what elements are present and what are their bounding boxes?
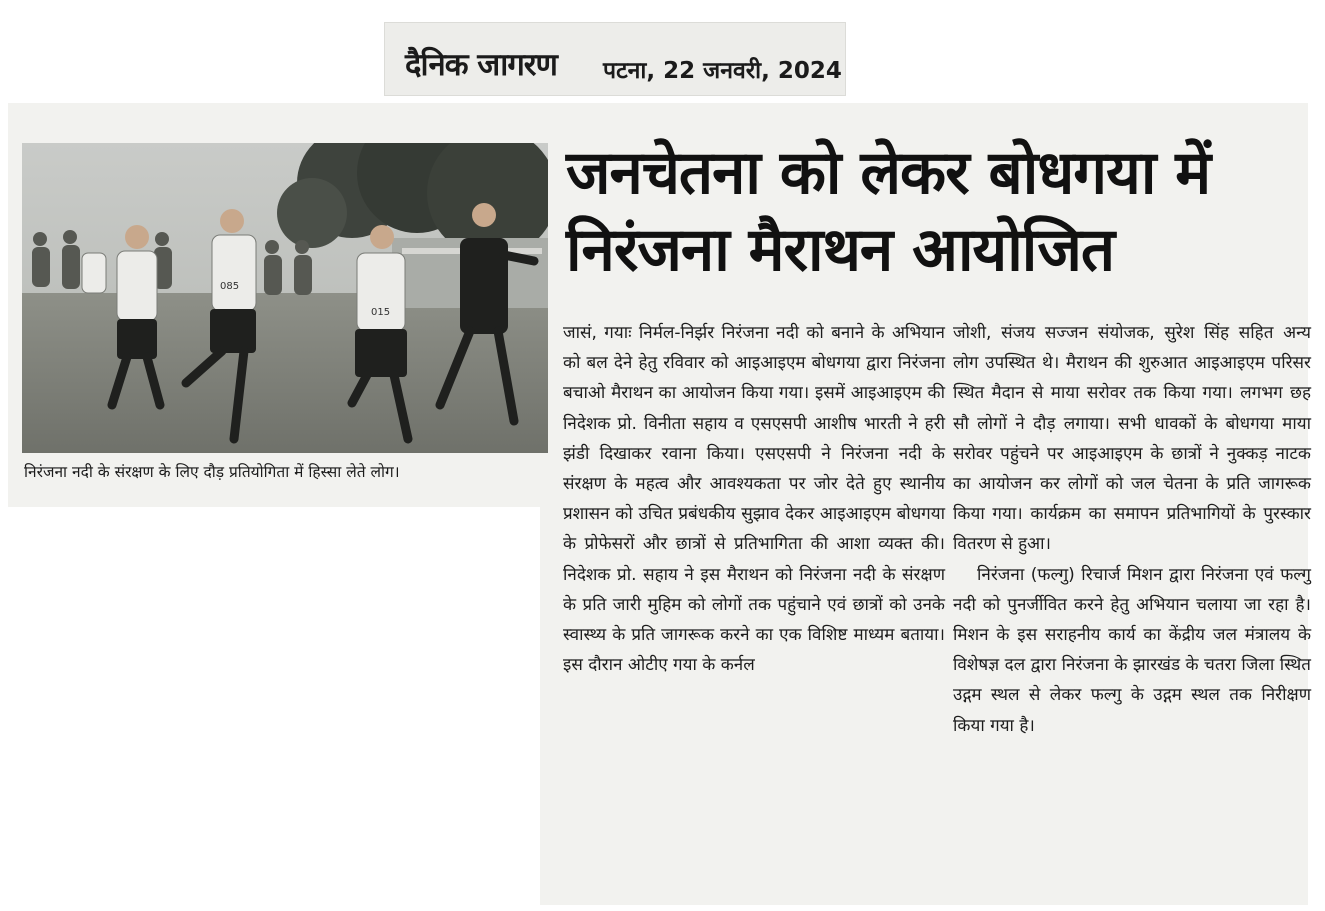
body-paragraph: निरंजना (फल्गु) रिचार्ज मिशन द्वारा निरंजना एवं फल्गु नदी को पुनर्जीवित करने हेतु अभियान चलाया जा रहा है। मिशन के इस सराहनीय कार्य का केंद्रीय जल मंत्रालय के विशेषज्ञ दल द्वारा निरंजना के झारखंड के चतरा जिला स्थित उद्गम स्थल से लेकर फल्गु के उद्गम स्थल तक निरीक्षण किया गया है।	[953, 564, 1311, 736]
article-column-2	[953, 318, 1311, 741]
clipping-cutout	[8, 507, 540, 905]
body-paragraph: जोशी, संजय सज्जन संयोजक, सुरेश सिंह सहित अन्य लोग उपस्थित थे। मैराथन की शुरुआत आइआइएम परिसर स्थित मैदान से माया सरोवर तक किया गया। लगभग छह सौ लोगों ने दौड़ लगाया। सभी धावकों के बोधगया माया सरोवर पहुंचने पर आइआइएम के छात्रों ने नुक्कड़ नाटक का आयोजन कर लोगों को जल चेतना के प्रति जागरूक किया गया। कार्यक्रम का समापन प्रतिभागियों के पुरस्कार वितरण से हुआ।	[953, 323, 1311, 555]
runner-bib-2: 015	[371, 307, 391, 318]
marathon-photo	[22, 143, 548, 453]
article-headline: जनचेतना को लेकर बोधगया में निरंजना मैराथन आयोजित	[566, 138, 1211, 285]
article-column-1	[563, 318, 945, 680]
runner-bib-1: 085	[220, 281, 240, 292]
newspaper-name: दैनिक जागरण	[405, 47, 557, 83]
body-paragraph: जासं, गयाः निर्मल-निर्झर निरंजना नदी को बनाने के अभियान को बल देने हेतु रविवार को आइआइएम बोधगया द्वारा निरंजना बचाओ मैराथन का आयोजन किया गया। इसमें आइआइएम की निदेशक प्रो. विनीता सहाय व एसएसपी आशीष भारती ने हरी झंडी दिखाकर रवाना किया। एसएसपी ने निरंजना नदी के संरक्षण के महत्व और आवश्यकता पर जोर देते हुए स्थानीय प्रशासन को उचित प्रबंधकीय सुझाव देकर आइआइएम बोधगया के प्रोफेसरों और छात्रों से प्रतिभागिता की आशा व्यक्त की। निदेशक प्रो. सहाय ने इस मैराथन को निरंजना नदी के संरक्षण के प्रति जारी मुहिम को लोगों तक पहुंचाने एवं छात्रों को उनके स्वास्थ्य के प्रति जागरूक करने का एक विशिष्ट माध्यम बताया। इस दौरान ओटीए गया के कर्नल	[563, 323, 945, 676]
runners-illustration	[22, 143, 548, 453]
dateline: पटना, 22 जनवरी, 2024	[603, 58, 842, 84]
photo-caption: निरंजना नदी के संरक्षण के लिए दौड़ प्रतियोगिता में हिस्सा लेते लोग।	[24, 463, 400, 481]
masthead	[384, 22, 846, 96]
